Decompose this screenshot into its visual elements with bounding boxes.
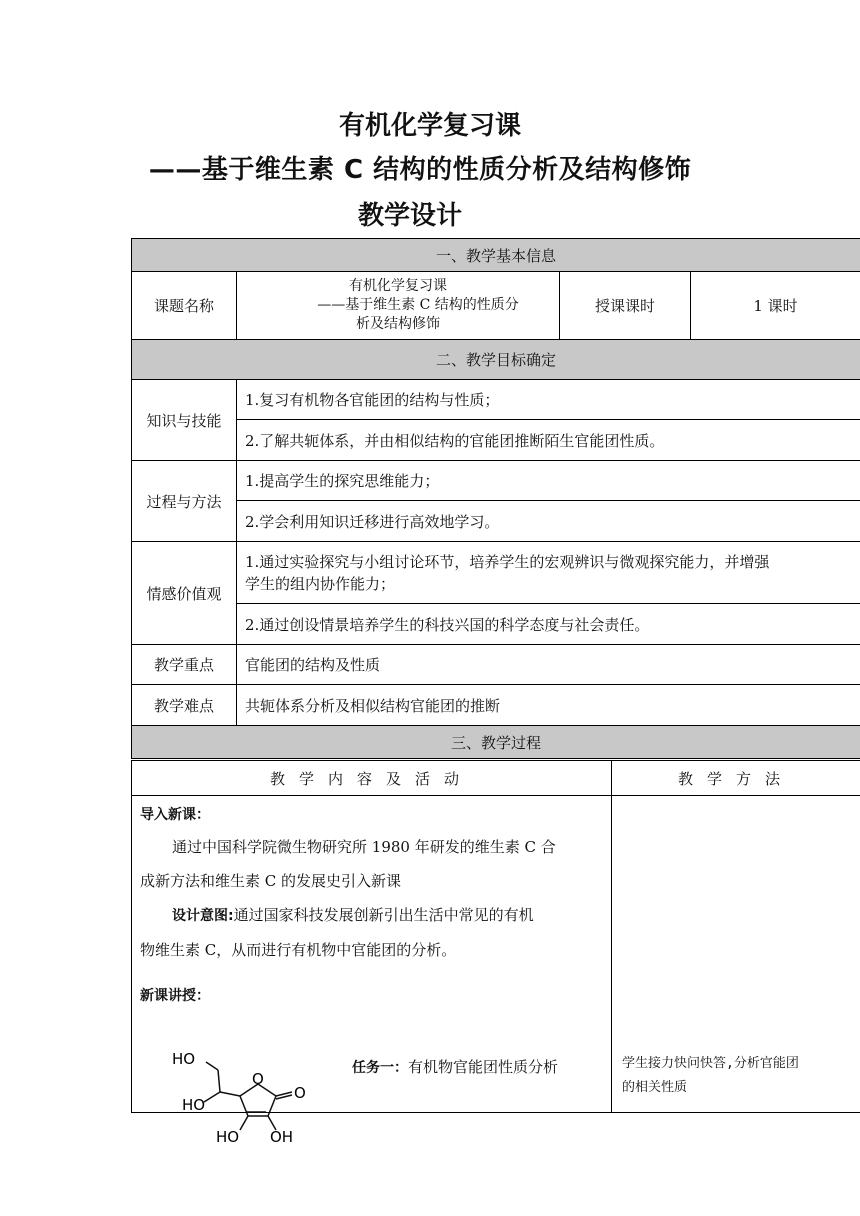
section-process: 三、教学过程 [132,726,860,759]
focus-value: 官能团的结构及性质 [237,645,860,685]
emotion-item-1 [237,542,860,604]
intro-paragraph [140,830,603,967]
design-text1: 通过国家科技发展创新引出生活中常见的有机 [233,906,534,924]
knowledge-item-2: 2.了解共轭体系，并由相似结构的官能团推断陌生官能团性质。 [237,420,860,461]
method-text [622,1052,860,1100]
task-label: 任务一： [352,1060,408,1076]
focus-label: 教学重点 [132,645,237,685]
process-item-1: 1.提高学生的探究思维能力； [237,461,860,501]
difficulty-label: 教学难点 [132,685,237,726]
emotion-item-1a: 1.通过实验探究与小组讨论环节，培养学生的宏观辨识与微观探究能力，并增强 [245,552,770,571]
process-table [131,760,860,1144]
process-item-2: 2.学会利用知识迁移进行高效地学习。 [237,501,860,542]
task-one [352,1056,558,1077]
course-name-line2: ——基于维生素 C 结构的性质分 [317,297,519,313]
new-heading: 新课讲授： [140,988,210,1004]
method-line1: 学生接力快问快答,分析官能团 [622,1056,799,1071]
section-basic-info: 一、教学基本信息 [132,239,860,272]
design-label: 设计意图: [172,908,234,924]
intro-line1: 通过中国科学院微生物研究所 1980 年研发的维生素 C 合 [172,838,556,856]
course-name [237,272,560,340]
course-name-line1: 有机化学复习课 [349,278,447,294]
method-line2: 的相关性质 [622,1080,688,1095]
knowledge-item-1: 1.复习有机物各官能团的结构与性质； [237,380,860,420]
difficulty-value: 共轭体系分析及相似结构官能团的推断 [237,685,860,726]
mol-ho-top: HO [172,1050,196,1068]
vitamin-c-structure [160,1044,340,1144]
mol-ho-bl: HO [216,1128,240,1144]
section-goals: 二、教学目标确定 [132,340,860,380]
process-label: 过程与方法 [132,461,237,542]
emotion-label: 情感价值观 [132,542,237,645]
course-label: 课题名称 [132,272,237,340]
knowledge-label: 知识与技能 [132,380,237,461]
col-method-header: 教学方法 [612,761,860,796]
hours-value: 1 课时 [691,272,860,340]
emotion-item-2: 2.通过创设情景培养学生的科技兴国的科学态度与社会责任。 [237,604,860,645]
emotion-item-1b: 学生的组内协作能力； [245,574,396,593]
doc-title-line1: 有机化学复习课 [338,111,521,141]
design-line2: 物维生素 C，从而进行有机物中官能团的分析。 [140,941,457,959]
mol-o-ring: O [252,1070,264,1088]
col-content-header: 教学内容及活动 [132,761,612,796]
mol-o-keto: O [294,1084,306,1102]
task-text: 有机物官能团性质分析 [408,1058,559,1076]
mol-oh-br: OH [270,1128,294,1144]
intro-line2: 成新方法和维生素 C 的发展史引入新课 [140,872,402,890]
method-cell [612,796,860,1113]
doc-title-line2: ——基于维生素 C 结构的性质分析及结构修饰 [148,155,692,185]
hours-label: 授课课时 [560,272,691,340]
mol-ho-mid: HO [182,1096,206,1114]
content-cell [132,796,612,1144]
info-table [131,238,860,759]
design-line1 [140,898,603,933]
course-name-line3: 析及结构修饰 [356,316,440,332]
doc-title-line3: 教学设计 [357,201,462,231]
intro-heading: 导入新课： [140,807,210,823]
